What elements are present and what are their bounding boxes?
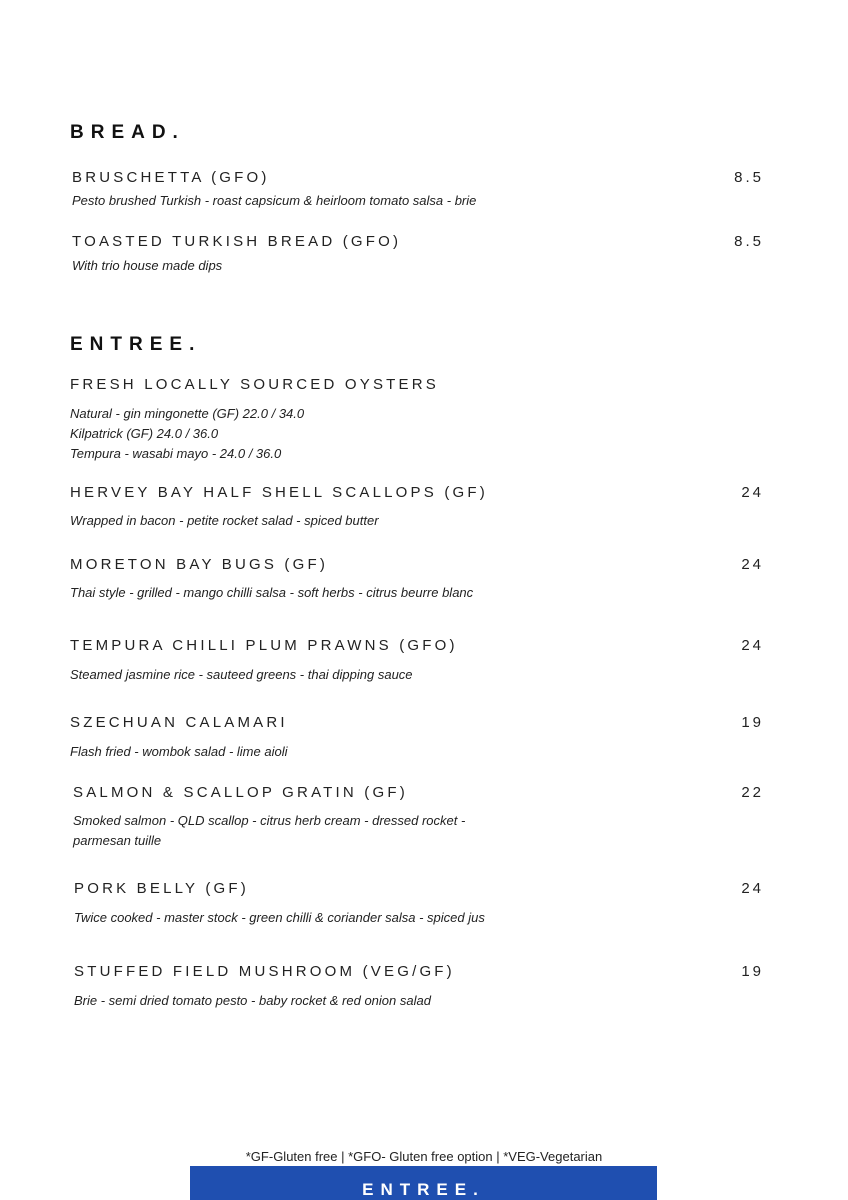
item-description: Natural - gin mingonette (GF) 22.0 / 34.0 Kilpatrick (GF) 24.0 / 36.0 Tempura - wasabi mayo - 24.0 / 36.0	[70, 406, 305, 461]
footer-section-label: ENTREE.	[362, 1180, 485, 1199]
item-description: Smoked salmon - QLD scallop - citrus herb cream - dressed rocket - parmesan tuille	[73, 813, 466, 848]
item-name: HERVEY BAY HALF SHELL SCALLOPS (GF)	[70, 484, 488, 501]
item-name: FRESH LOCALLY SOURCED OYSTERS	[70, 376, 439, 393]
item-name: TOASTED TURKISH BREAD (GFO)	[72, 233, 402, 250]
footer-bar	[190, 1166, 657, 1200]
item-price: 24	[741, 484, 764, 501]
section-title-bread: BREAD.	[70, 122, 185, 143]
item-name: TEMPURA CHILLI PLUM PRAWNS (GFO)	[70, 637, 458, 654]
section-title-entree: ENTREE.	[70, 334, 202, 355]
item-name: MORETON BAY BUGS (GF)	[70, 556, 329, 573]
item-name: PORK BELLY (GF)	[74, 880, 249, 897]
item-description: Thai style - grilled - mango chilli salsa - soft herbs - citrus beurre blanc	[70, 585, 474, 600]
item-price: 24	[741, 880, 764, 897]
item-description: Twice cooked - master stock - green chilli & coriander salsa - spiced jus	[74, 910, 485, 925]
item-price: 22	[741, 784, 764, 801]
item-description: Wrapped in bacon - petite rocket salad - spiced butter	[70, 513, 379, 528]
item-price: 19	[741, 714, 764, 731]
item-name: BRUSCHETTA (GFO)	[72, 169, 270, 186]
item-name: STUFFED FIELD MUSHROOM (VEG/GF)	[74, 963, 455, 980]
item-description: Flash fried - wombok salad - lime aioli	[70, 744, 288, 759]
item-price: 19	[741, 963, 764, 980]
item-price: 24	[741, 637, 764, 654]
item-name: SZECHUAN CALAMARI	[70, 714, 288, 731]
item-description: With trio house made dips	[72, 258, 223, 273]
item-price: 8.5	[734, 169, 764, 186]
item-price: 8.5	[734, 233, 764, 250]
item-description: Steamed jasmine rice - sauteed greens - thai dipping sauce	[70, 667, 413, 682]
item-name: SALMON & SCALLOP GRATIN (GF)	[73, 784, 408, 801]
item-price: 24	[741, 556, 764, 573]
item-description: Brie - semi dried tomato pesto - baby rocket & red onion salad	[74, 993, 431, 1008]
dietary-legend: *GF-Gluten free | *GFO- Gluten free option | *VEG-Vegetarian	[245, 1149, 603, 1164]
item-description: Pesto brushed Turkish - roast capsicum & heirloom tomato salsa - brie	[72, 193, 477, 208]
